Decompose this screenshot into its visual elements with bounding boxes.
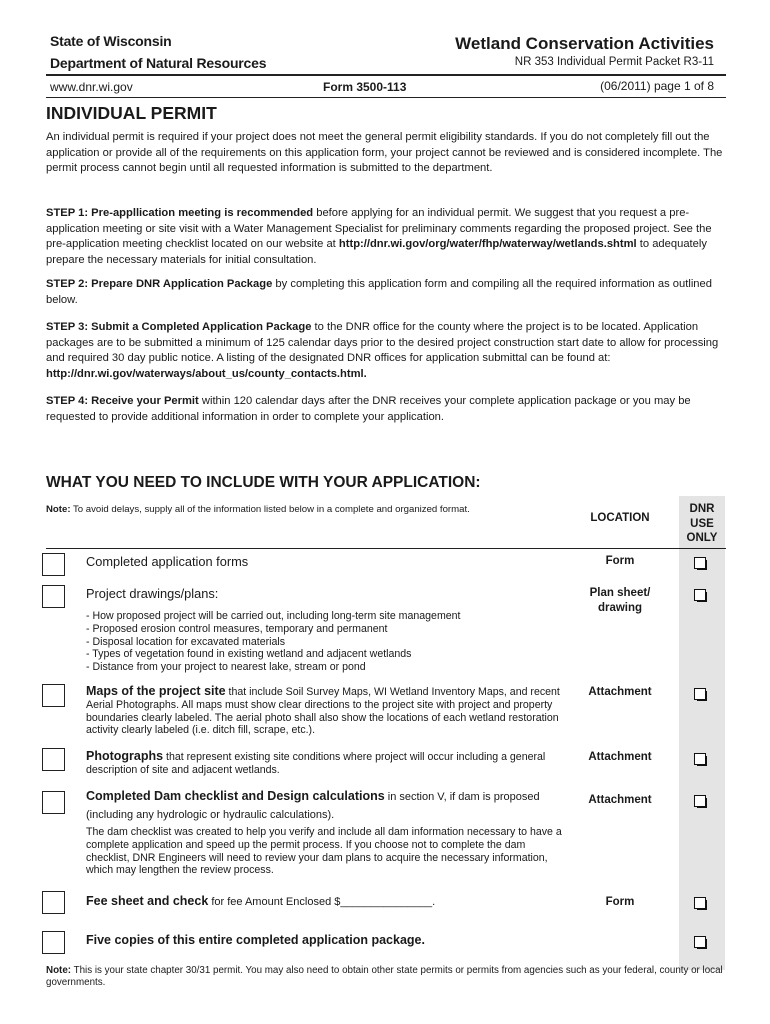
checkbox-application-forms[interactable] xyxy=(42,553,65,576)
item-3-location: Attachment xyxy=(588,686,652,698)
intro-paragraph: An individual permit is required if your project does not meet the general permit eligibility standards. If you do not completely fill out the application or provide all of the requirements on this application form, your project cannot be reviewed and is considered incomplete. The permit process cannot begin until all requested information is submitted to the department. xyxy=(46,131,723,175)
item-5-text: in section V, if dam is proposed xyxy=(384,791,540,803)
checklist-note-text: To avoid delays, supply all of the information listed below in a complete and organized format. xyxy=(70,504,470,515)
department-name: Department of Natural Resources xyxy=(50,55,267,71)
agency-block xyxy=(50,30,266,74)
item-6-location: Form xyxy=(605,896,635,908)
dnr-checkbox-7[interactable] xyxy=(694,936,707,949)
dnr-checkbox-4[interactable] xyxy=(694,753,707,766)
website-url[interactable]: www.dnr.wi.gov xyxy=(50,80,133,94)
section-title-checklist: WHAT YOU NEED TO INCLUDE WITH YOUR APPLICATION: xyxy=(46,474,481,491)
step-1-text: before applying for an individual permit. We suggest that you request a pre-application meeting or site visit with a Water Management Specialist for preliminary comments regarding the proposed project. See the pre-application meeting checklist located on our website at xyxy=(46,207,712,251)
checklist-note xyxy=(46,504,470,515)
dnr-checkbox-2[interactable] xyxy=(694,589,707,602)
item-fee-sheet xyxy=(86,895,562,909)
form-number: Form 3500-113 xyxy=(323,80,407,94)
document-subtitle: NR 353 Individual Permit Packet R3-11 xyxy=(514,56,714,68)
footer-note-text: This is your state chapter 30/31 permit. You may also need to obtain other state permits or permits from agencies such as your federal, county or local governments. xyxy=(46,965,723,988)
item-project-maps xyxy=(86,685,562,737)
dnr-checkbox-3[interactable] xyxy=(694,688,707,701)
item-dam-checklist xyxy=(86,790,562,804)
checkbox-five-copies[interactable] xyxy=(42,931,65,954)
dnr-header-line-2: USE xyxy=(690,517,714,530)
dnr-checkbox-1[interactable] xyxy=(694,557,707,570)
header-divider xyxy=(46,74,726,76)
step-2-text: by completing this application form and compiling all the required information as outlined below. xyxy=(46,278,712,306)
location-column-header: LOCATION xyxy=(590,512,650,524)
checklist-divider xyxy=(46,548,726,549)
item-6-title: Fee sheet and check xyxy=(86,894,209,908)
dnr-use-only-header xyxy=(679,502,725,546)
footer-note-label: Note: xyxy=(46,965,72,976)
step-4-text: within 120 calendar days after the DNR receives your complete application package or you may be requested to provide additional information in order to complete your application. xyxy=(46,395,691,423)
step-3-link[interactable]: http://dnr.wi.gov/waterways/about_us/county_contacts.html. xyxy=(46,367,367,380)
item-2-description: - How proposed project will be carried out, including long-term site management - Proposed erosion control measures, temporary and permanent - Disposal location for excavated materials - Types of vegetation found in existing wetland and adjacent wetlands - Distance from your project to nearest lake, stream or pond xyxy=(86,610,461,674)
step-4-lead: STEP 4: Receive your Permit xyxy=(46,395,199,407)
dnr-header-line-1: DNR xyxy=(689,503,715,515)
item-4-text: that represent existing site conditions where project will occur including a general description of site and adjacent wetlands. xyxy=(86,751,546,776)
state-name: State of Wisconsin xyxy=(50,33,172,49)
step-3 xyxy=(46,320,726,382)
item-five-copies xyxy=(86,934,562,948)
step-4 xyxy=(46,394,726,425)
subheader-divider xyxy=(46,97,726,98)
item-3-title: Maps of the project site xyxy=(86,684,226,698)
step-1 xyxy=(46,206,726,268)
checkbox-dam-checklist[interactable] xyxy=(42,791,65,814)
step-3-lead: STEP 3: Submit a Completed Application Package xyxy=(46,321,312,333)
dnr-checkbox-6[interactable] xyxy=(694,897,707,910)
item-4-location: Attachment xyxy=(588,751,652,763)
page-info: (06/2011) page 1 of 8 xyxy=(600,79,714,93)
step-1-tail: to adequately prepare the necessary materials for initial consultation. xyxy=(46,238,707,266)
checklist-note-label: Note: xyxy=(46,504,71,515)
item-5-location: Attachment xyxy=(588,794,652,806)
document-title: Wetland Conservation Activities xyxy=(455,34,714,53)
item-photographs xyxy=(86,750,562,777)
step-1-lead: STEP 1: Pre-appllication meeting is recommended xyxy=(46,207,314,219)
item-1-title: Completed application forms xyxy=(86,554,249,569)
step-2 xyxy=(46,277,726,308)
dnr-header-line-3: ONLY xyxy=(686,532,718,544)
item-5-text-2: (including any hydrologic or hydraulic calculations). xyxy=(86,809,335,821)
step-3-text: to the DNR office for the county where the project is to be located. Application packages are to be submitted a minimum of 125 calendar days prior to the desired project construction start date to allow for processing and required 30 day public notice. A listing of the designated DNR offices for application submittal can be found at: xyxy=(46,321,719,365)
checkbox-fee-sheet[interactable] xyxy=(42,891,65,914)
step-1-link[interactable]: http://dnr.wi.gov/org/water/fhp/waterway/wetlands.shtml xyxy=(338,238,637,251)
checkbox-photographs[interactable] xyxy=(42,748,65,771)
item-4-title: Photographs xyxy=(86,749,164,763)
item-project-drawings xyxy=(86,587,562,602)
item-2-title: Project drawings/plans: xyxy=(86,586,219,601)
item-2-location: Plan sheet/ drawing xyxy=(589,587,651,614)
footer-note xyxy=(46,965,726,988)
item-7-title: Five copies of this entire completed application package. xyxy=(86,933,425,947)
step-2-lead: STEP 2: Prepare DNR Application Package xyxy=(46,278,273,290)
item-application-forms xyxy=(86,555,562,570)
item-1-location: Form xyxy=(605,555,635,567)
checkbox-project-maps[interactable] xyxy=(42,684,65,707)
dnr-checkbox-5[interactable] xyxy=(694,795,707,808)
section-title-individual-permit: INDIVIDUAL PERMIT xyxy=(46,103,217,123)
item-6-text: for fee Amount Enclosed $_______________. xyxy=(208,896,436,908)
item-5-description: The dam checklist was created to help you verify and include all dam information necessary to have a complete application and speed up the permit process. If you choose not to complete the dam checklist, DNR Engineers will need to review your dam plans to acquire the necessary information, which may lengthen the review process. xyxy=(86,826,562,877)
item-3-text: that include Soil Survey Maps, WI Wetland Inventory Maps, and recent Aerial Photographs. All maps must show clear directions to the project site with project and property boundaries clearly labeled. The aerial photo shall also show the locations of each wetland restoration activity clearly labeled (i.e. ditch fill, scrape, etc.). xyxy=(86,686,560,737)
checkbox-project-drawings[interactable] xyxy=(42,585,65,608)
item-5-title: Completed Dam checklist and Design calculations xyxy=(86,789,385,803)
